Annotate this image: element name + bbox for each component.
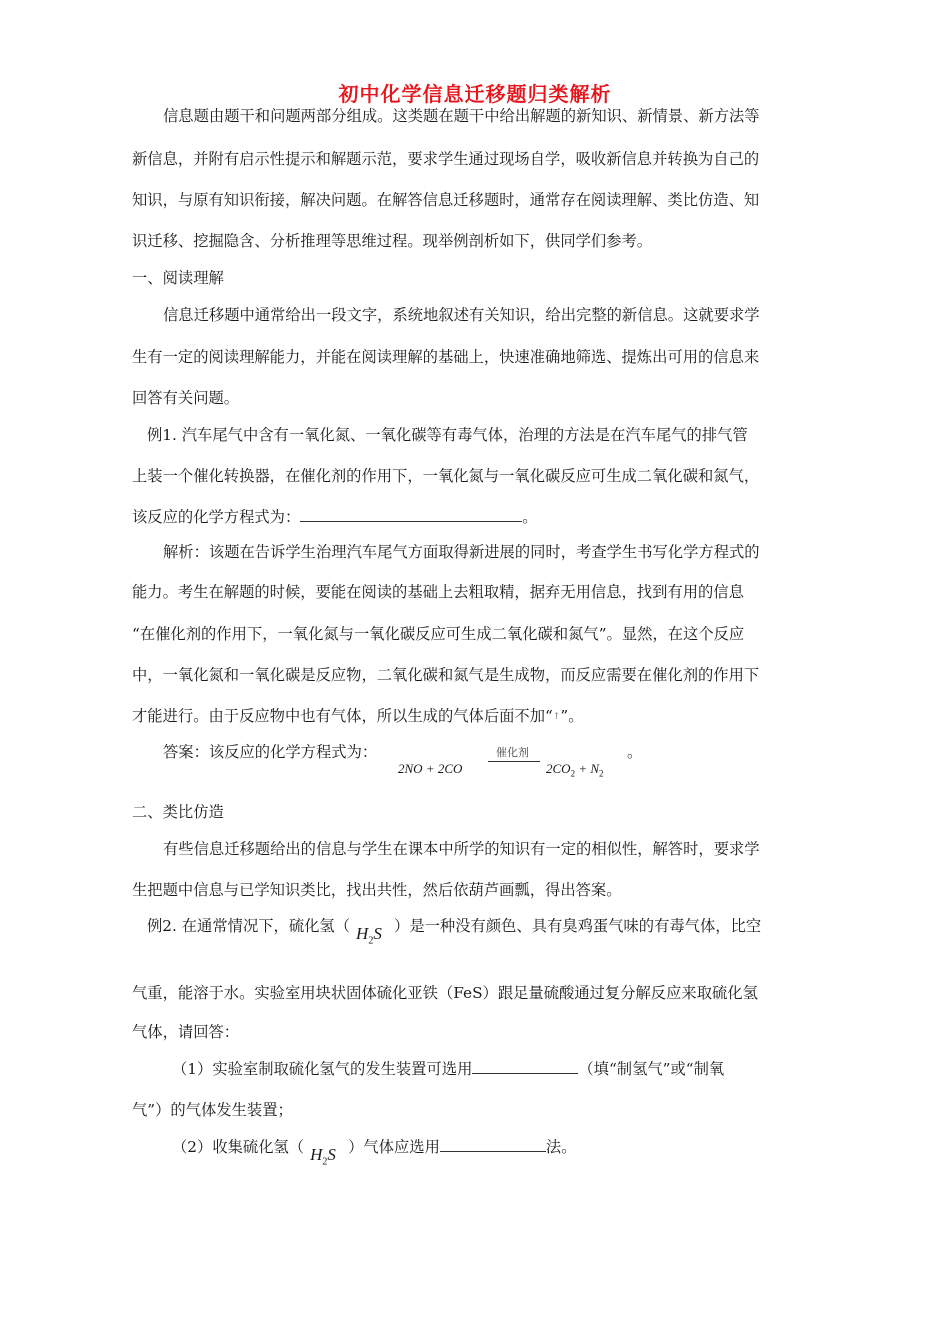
gas-arrow-icon: ↑ xyxy=(552,712,561,722)
example-line xyxy=(132,507,538,527)
example-end: 。 xyxy=(522,508,538,526)
example-line: 气体，请回答： xyxy=(132,1023,240,1041)
analysis-line: 能力。考生在解题的时候，要能在阅读的基础上去粗取精，据弃无用信息，找到有用的信息 xyxy=(132,583,744,601)
section-heading: 二、类比仿造 xyxy=(132,803,224,821)
h2s-s: S xyxy=(373,924,382,943)
analysis-text-end: ”。 xyxy=(560,707,584,725)
equation-bar xyxy=(488,761,540,762)
analysis-line: “在催化剂的作用下，一氧化氮与一氧化碳反应可生成二氧化碳和氮气”。显然，在这个反应 xyxy=(132,625,745,643)
section-paragraph-line: 生把题中信息与已学知识类比，找出共性，然后依葫芦画瓢，得出答案。 xyxy=(132,881,622,899)
h2s-h: H xyxy=(310,1145,323,1164)
analysis-line: 中，一氧化氮和一氧化碳是反应物，二氧化碳和氮气是生成物，而反应需要在催化剂的作用下 xyxy=(132,666,760,684)
answer-blank xyxy=(472,1059,578,1074)
question-1-text: （1）实验室制取硫化氢气的发生装置可选用 xyxy=(172,1060,473,1078)
analysis-line: 解析：该题在告诉学生治理汽车尾气方面取得新进展的同时，考查学生书写化学方程式的 xyxy=(163,543,760,561)
equation-condition: 催化剂 xyxy=(496,746,529,759)
section-paragraph-line: 回答有关问题。 xyxy=(132,389,240,407)
h2s-subscript: 2 xyxy=(368,935,374,947)
example-text: ）是一种没有颜色、具有臭鸡蛋气味的有毒气体，比空 xyxy=(394,917,762,935)
example-text: 例2. 在通常情况下，硫化氢（ xyxy=(147,917,351,935)
answer-blank xyxy=(440,1137,546,1152)
question-2-text-end: 法。 xyxy=(545,1138,577,1156)
h2s-formula xyxy=(350,916,394,947)
example-line: 上装一个催化转换器，在催化剂的作用下，一氧化氮与一氧化碳反应可生成二氧化碳和氮气， xyxy=(132,467,760,485)
question-2 xyxy=(172,1137,577,1168)
product-co2-subscript: 2 xyxy=(570,768,576,779)
intro-line: 信息题由题干和问题两部分组成。这类题在题干中给出解题的新知识、新情景、新方法等 xyxy=(163,107,760,125)
product-co2: 2CO xyxy=(546,761,571,776)
example-text: 该反应的化学方程式为： xyxy=(132,508,301,526)
answer-end: 。 xyxy=(627,743,643,761)
intro-line: 知识，与原有知识衔接，解决问题。在解答信息迁移题时，通常存在阅读理解、类比仿造、知 xyxy=(132,191,760,209)
answer-label: 答案：该反应的化学方程式为： xyxy=(163,743,378,761)
product-n2-subscript: 2 xyxy=(599,768,604,779)
h2s-subscript: 2 xyxy=(322,1156,328,1168)
equation-products xyxy=(546,761,604,779)
analysis-text: 才能进行。由于反应物中也有气体，所以生成的气体后面不加“ xyxy=(132,707,553,725)
h2s-s: S xyxy=(327,1145,336,1164)
intro-line: 新信息，并附有启示性提示和解题示范，要求学生通过现场自学，吸收新信息并转换为自己的 xyxy=(132,150,760,168)
product-n2: + N xyxy=(575,761,600,776)
equation-reactants: 2NO + 2CO xyxy=(398,761,463,776)
question-2-text-mid: ）气体应选用 xyxy=(348,1138,440,1156)
intro-line: 识迁移、挖掘隐含、分析推理等思维过程。现举例剖析如下，供同学们参考。 xyxy=(132,232,653,250)
section-paragraph-line: 有些信息迁移题给出的信息与学生在课本中所学的知识有一定的相似性，解答时，要求学 xyxy=(163,840,760,858)
question-1-text-end: （填“制氢气”或“制氧 xyxy=(578,1060,725,1078)
section-paragraph-line: 信息迁移题中通常给出一段文字，系统地叙述有关知识，给出完整的新信息。这就要求学 xyxy=(163,306,760,324)
question-1-cont: 气”）的气体发生装置； xyxy=(132,1101,293,1119)
example-line: 气重，能溶于水。实验室用块状固体硫化亚铁（FeS）跟足量硫酸通过复分解反应来取硫化氢 xyxy=(132,984,758,1002)
section-heading: 一、阅读理解 xyxy=(132,269,224,287)
answer-blank xyxy=(300,507,522,522)
h2s-h: H xyxy=(356,924,369,943)
h2s-formula xyxy=(304,1137,348,1168)
question-1 xyxy=(172,1059,724,1079)
page-title: 初中化学信息迁移题归类解析 xyxy=(338,82,612,106)
question-2-text: （2）收集硫化氢（ xyxy=(172,1138,305,1156)
analysis-line xyxy=(132,706,584,727)
example-line: 例1. 汽车尾气中含有一氧化氮、一氧化碳等有毒气体，治理的方法是在汽车尾气的排气管 xyxy=(147,426,748,444)
example-line xyxy=(147,916,762,947)
section-paragraph-line: 生有一定的阅读理解能力，并能在阅读理解的基础上，快速准确地筛选、提炼出可用的信息来 xyxy=(132,348,760,366)
